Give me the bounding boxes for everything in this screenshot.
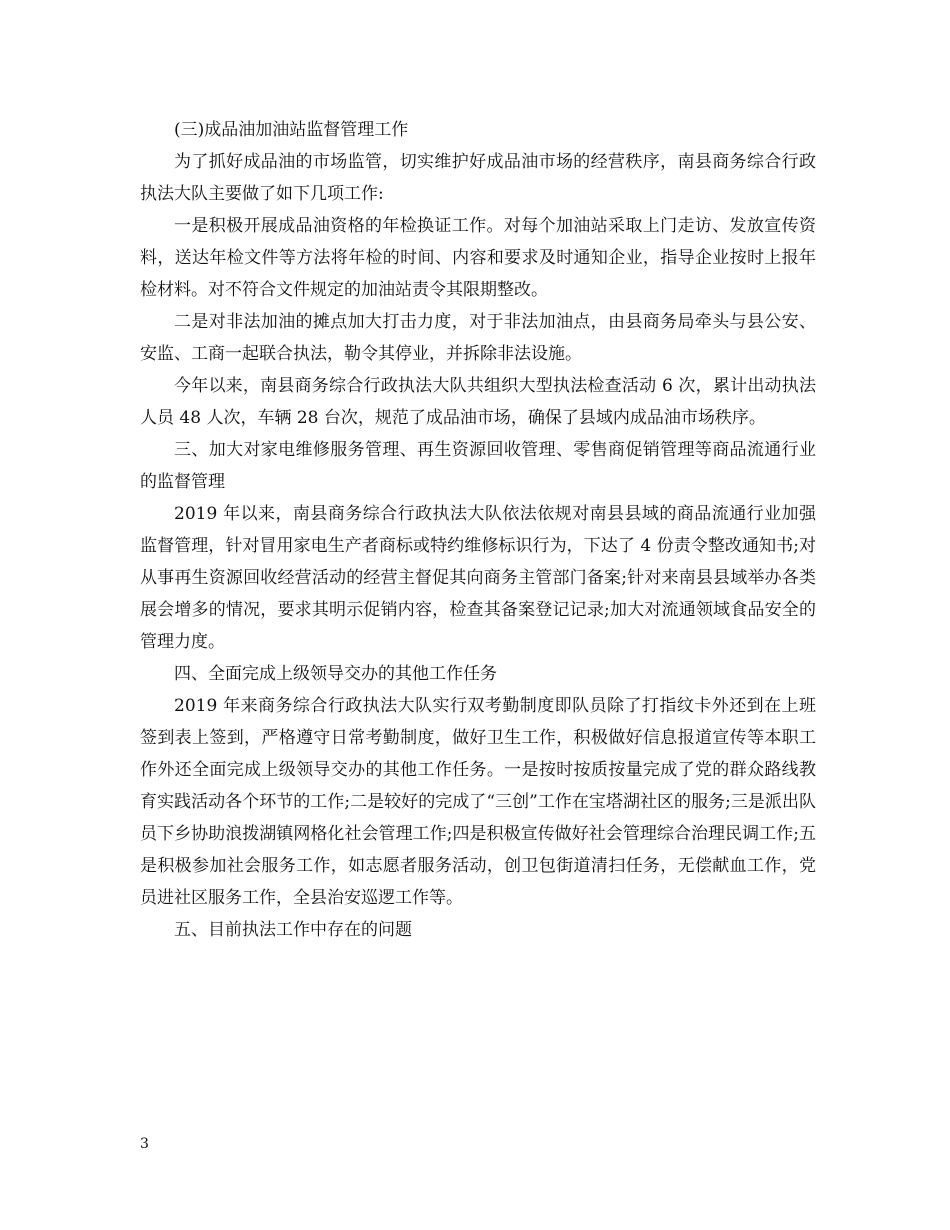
paragraph-item-2: 二是对非法加油的摊点加大打击力度，对于非法加油点，由县商务局牵头与县公安、安监、工商一起联合执法，勒令其停业，并拆除非法设施。 <box>140 312 816 364</box>
page-number: 3 <box>140 1136 149 1152</box>
paragraph-intro: 为了抓好成品油的市场监管，切实维护好成品油市场的经营秩序，南县商务综合行政执法大队主要做了如下几项工作: <box>140 152 816 204</box>
paragraph-section-heading-three: 三、加大对家电维修服务管理、再生资源回收管理、零售商促销管理等商品流通行业的监督管理 <box>140 440 816 492</box>
paragraph-item-1: 一是积极开展成品油资格的年检换证工作。对每个加油站采取上门走访、发放宣传资料，送达年检文件等方法将年检的时间、内容和要求及时通知企业，指导企业按时上报年检材料。对不符合文件规定的加油站责令其限期整改。 <box>140 216 816 300</box>
paragraph-section-heading-five: 五、目前执法工作中存在的问题 <box>174 920 412 940</box>
paragraph-supervision: 2019 年以来，南县商务综合行政执法大队依法依规对南县县域的商品流通行业加强监督管理，针对冒用家电生产者商标或特约维修标识行为，下达了 4 份责令整改通知书;对从事再生资源回收经营活动的经营主督促其向商务主管部门备案;针对来南县县域举办各类展会增多的情况，要求其明示促销内容，检查其备案登记记录;加大对流通领域食品安全的管理力度。 <box>140 504 816 652</box>
paragraph-section-heading-3: (三)成品油加油站监督管理工作 <box>174 120 409 140</box>
paragraph-summary: 今年以来，南县商务综合行政执法大队共组织大型执法检查活动 6 次，累计出动执法人员 48 人次，车辆 28 台次，规范了成品油市场，确保了县域内成品油市场秩序。 <box>140 376 816 428</box>
document-body <box>140 114 816 946</box>
paragraph-tasks: 2019 年来商务综合行政执法大队实行双考勤制度即队员除了打指纹卡外还到在上班签到表上签到，严格遵守日常考勤制度，做好卫生工作，积极做好信息报道宣传等本职工作外还全面完成上级领导交办的其他工作任务。一是按时按质按量完成了党的群众路线教育实践活动各个环节的工作;二是较好的完成了“三创”工作在宝塔湖社区的服务;三是派出队员下乡协助浪拨湖镇网格化社会管理工作;四是积极宣传做好社会管理综合治理民调工作;五是积极参加社会服务工作，如志愿者服务活动，创卫包街道清扫任务，无偿献血工作，党员进社区服务工作，全县治安巡逻工作等。 <box>140 696 816 908</box>
paragraph-section-heading-four: 四、全面完成上级领导交办的其他工作任务 <box>174 664 497 684</box>
